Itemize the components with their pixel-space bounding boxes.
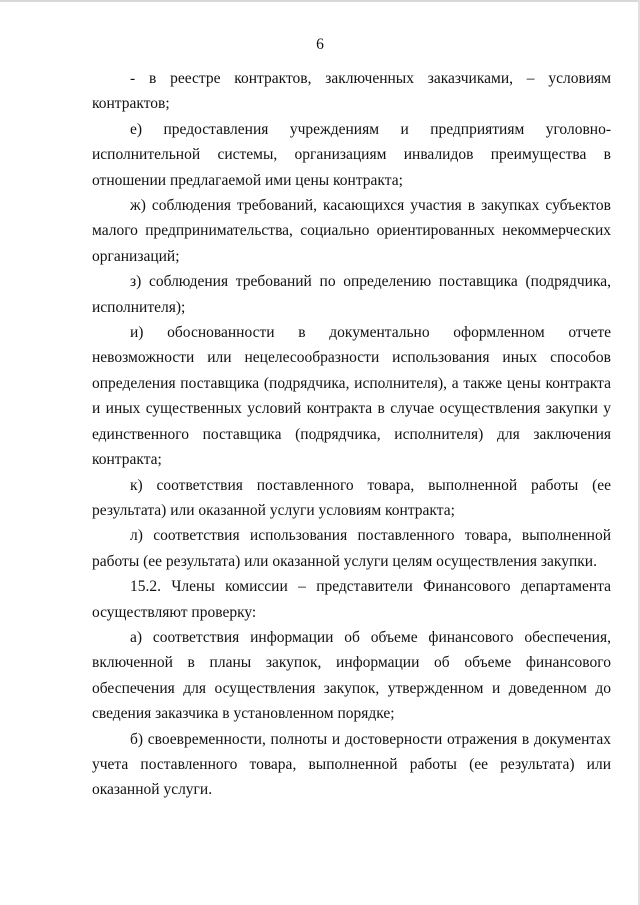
paragraph-e-preferences: е) предоставления учреждениям и предприятиям уголовно-исполнительной системы, организациям инвалидов преимущества в отношении предлагаемой ими цены контракта;	[92, 120, 611, 189]
paragraph-zh-small-business: ж) соблюдения требований, касающихся участия в закупках субъектов малого предпринимательства, социально ориентированных некоммерческих организаций;	[92, 197, 611, 265]
page-number: 6	[316, 36, 324, 53]
paragraph-contract-registry: - в реестре контрактов, заключенных заказчиками, – условиям контрактов;	[92, 70, 611, 113]
paragraph-b-accounting: б) своевременности, полноты и достоверности отражения в документах учета поставленного товара, выполненной работы (ее результата) или оказанной услуги.	[92, 730, 611, 799]
scan-edge-top	[0, 0, 640, 2]
paragraph-15-2-commission: 15.2. Члены комиссии – представители Финансового департамента осуществляют проверку:	[92, 578, 611, 621]
paragraph-z-supplier-selection: з) соблюдения требований по определению поставщика (подрядчика, исполнителя);	[92, 273, 611, 316]
paragraph-i-justification: и) обоснованности в документально оформленном отчете невозможности или нецелесообразности использования иных способов определения поставщика (подрядчика, исполнителя), а также цены контракта и иных существенных условий контракта в случае осуществления закупки у единственного поставщика (подрядчика, исполнителя) для заключения контракта;	[92, 324, 611, 469]
paragraph-a-financial-info: а) соответствия информации об объеме финансового обеспечения, включенной в планы закупок, информации об объеме финансового обеспечения для осуществления закупок, утвержденном и доведенном до сведения заказчика в установленном порядке;	[92, 628, 611, 723]
paragraph-k-conformity: к) соответствия поставленного товара, выполненной работы (ее результата) или оказанной услуги условиям контракта;	[92, 476, 611, 519]
document-body	[92, 66, 611, 803]
paragraph-l-usage: л) соответствия использования поставленного товара, выполненной работы (ее результата) или оказанной услуги целям осуществления закупки.	[92, 527, 611, 570]
